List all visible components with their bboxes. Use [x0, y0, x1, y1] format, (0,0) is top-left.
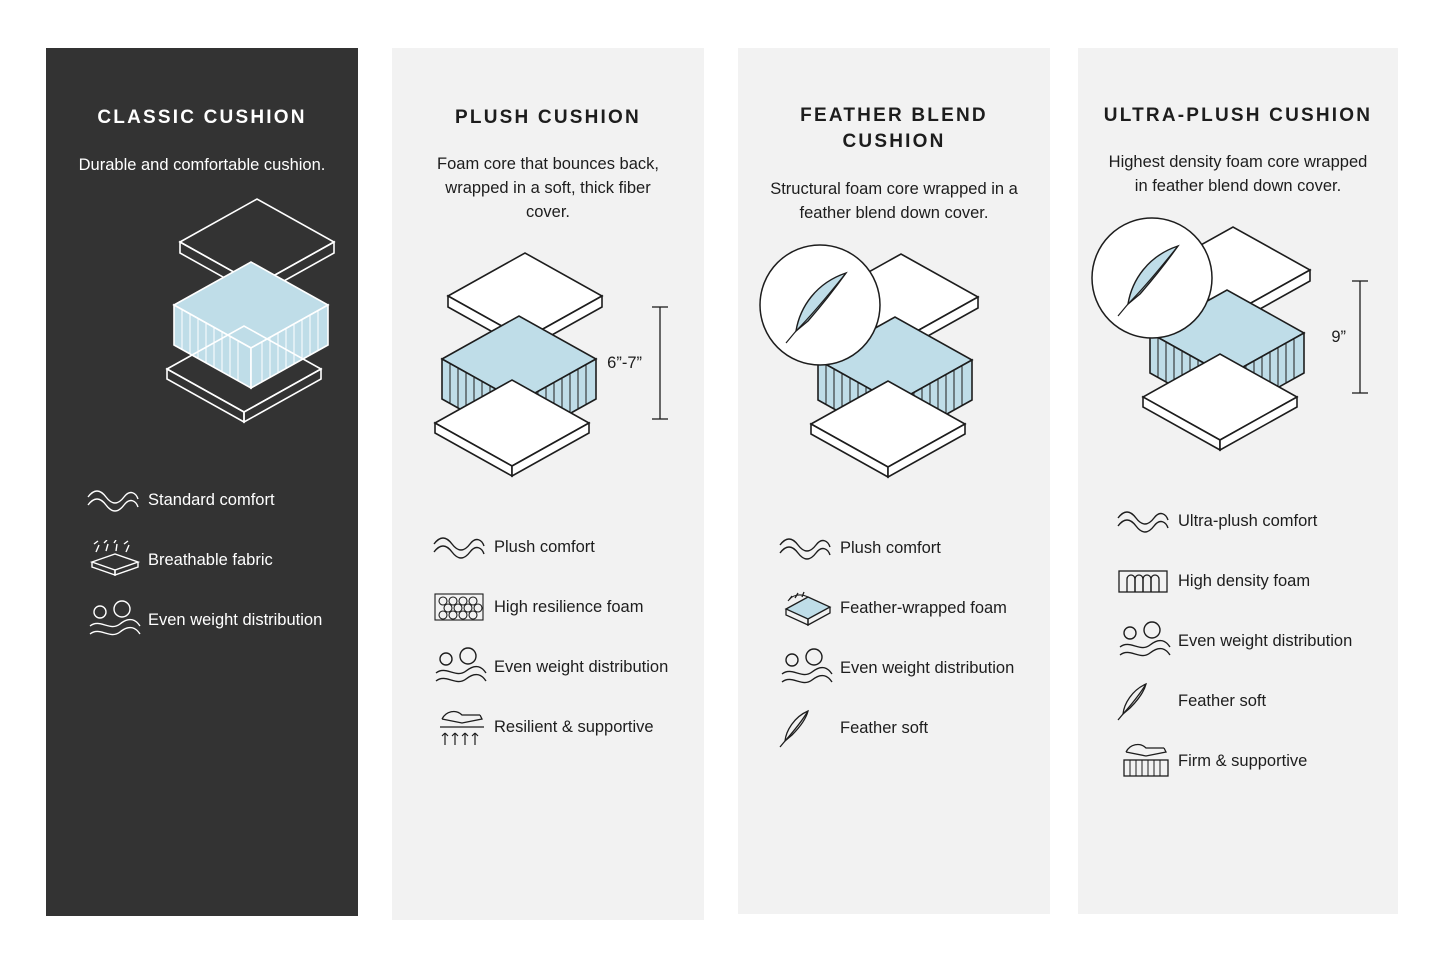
- card-title: ULTRA-PLUSH CUSHION: [1103, 105, 1373, 126]
- feature-list: [738, 525, 1050, 751]
- feature-item: [432, 524, 704, 570]
- card-ultra-plush-cushion: [1078, 48, 1398, 914]
- feature-list: [1078, 498, 1398, 784]
- high-density-foam-icon: [1116, 563, 1178, 599]
- dimension-label: 9”: [1331, 328, 1346, 346]
- feature-label: Feather soft: [840, 719, 929, 737]
- feather-wrapped-foam-icon: [778, 587, 840, 629]
- feature-label: Ultra-plush comfort: [1178, 512, 1318, 530]
- weight-distribution-icon: [432, 647, 494, 687]
- cushion-diagram-ultra-plush: [1078, 208, 1398, 498]
- feature-label: Even weight distribution: [494, 658, 669, 676]
- honeycomb-foam-icon: [432, 587, 494, 627]
- feature-item: [778, 585, 1050, 631]
- weight-distribution-icon: [778, 648, 840, 688]
- feature-label: Plush comfort: [494, 538, 595, 556]
- feature-item: [1116, 498, 1398, 544]
- card-title: PLUSH CUSHION: [455, 107, 641, 128]
- card-classic-cushion: [46, 48, 358, 916]
- cushion-diagram-classic: [46, 187, 358, 477]
- feature-list: [392, 524, 704, 750]
- wave-icon: [432, 534, 494, 560]
- feature-label: Resilient & supportive: [494, 718, 654, 736]
- feature-item: [86, 597, 358, 643]
- card-description: Durable and comfortable cushion.: [78, 156, 326, 174]
- feature-item: [778, 645, 1050, 691]
- weight-distribution-icon: [86, 600, 148, 640]
- card-description: Foam core that bounces back, wrapped in a soft, thick fiber cover.: [437, 155, 659, 221]
- feature-label: Even weight distribution: [840, 659, 1015, 677]
- feature-item: [432, 584, 704, 630]
- feature-item: [86, 537, 358, 583]
- cushion-diagram-plush: [392, 234, 704, 524]
- feature-item: [432, 644, 704, 690]
- feature-label: Plush comfort: [840, 539, 941, 557]
- feather-icon: [1116, 680, 1178, 722]
- feature-item: [1116, 678, 1398, 724]
- feature-label: Firm & supportive: [1178, 752, 1308, 770]
- feature-list: [46, 477, 358, 643]
- feather-icon: [778, 707, 840, 749]
- feature-label: Feather soft: [1178, 692, 1267, 710]
- feature-item: [1116, 558, 1398, 604]
- card-title: FEATHER BLEND CUSHION: [800, 105, 988, 152]
- feature-label: High resilience foam: [494, 598, 644, 616]
- wave-icon: [778, 535, 840, 561]
- feature-item: [86, 477, 358, 523]
- weight-distribution-icon: [1116, 621, 1178, 661]
- wave-icon: [86, 487, 148, 513]
- card-title: CLASSIC CUSHION: [97, 107, 307, 128]
- breathable-fabric-icon: [86, 540, 148, 580]
- firm-support-icon: [1116, 740, 1178, 782]
- feature-label: Standard comfort: [148, 491, 275, 509]
- feature-label: High density foam: [1178, 572, 1311, 590]
- feature-label: Breathable fabric: [148, 551, 273, 569]
- card-description: Highest density foam core wrapped in feather blend down cover.: [1108, 153, 1368, 195]
- feature-label: Even weight distribution: [1178, 632, 1353, 650]
- card-plush-cushion: [392, 48, 704, 920]
- card-description: Structural foam core wrapped in a feather blend down cover.: [770, 180, 1018, 222]
- feature-item: [1116, 738, 1398, 784]
- feature-item: [778, 705, 1050, 751]
- resilient-support-icon: [432, 705, 494, 749]
- cushion-diagram-feather-blend: [738, 235, 1050, 525]
- card-feather-blend-cushion: [738, 48, 1050, 914]
- feature-item: [1116, 618, 1398, 664]
- dimension-label: 6”-7”: [607, 354, 642, 372]
- feature-item: [778, 525, 1050, 571]
- feature-item: [432, 704, 704, 750]
- feature-label: Even weight distribution: [148, 611, 323, 629]
- feature-label: Feather-wrapped foam: [840, 599, 1007, 617]
- wave-icon: [1116, 508, 1178, 534]
